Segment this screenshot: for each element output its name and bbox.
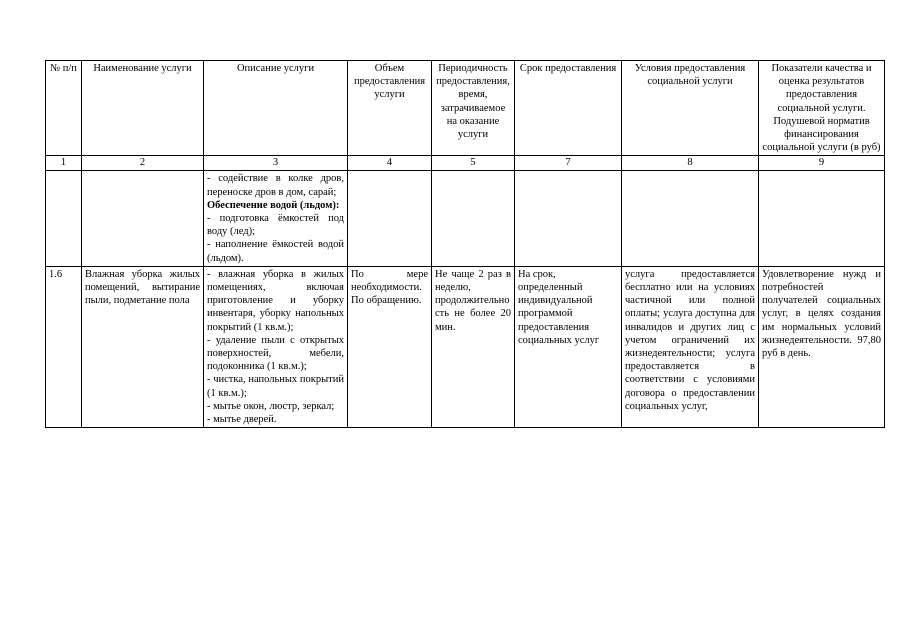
description-item: - влажная уборка в жилых помещениях, включая приготовление и уборку инвентаря, уборку напольных покрытий (1 кв.м.); (207, 268, 344, 333)
header-term: Срок предоставления (515, 61, 622, 156)
column-number: 4 (348, 156, 432, 171)
cell-quality: Удовлетворение нужд и потребностей получателей социальных услуг, в целях создания им нормальных условий жизнедеятельности. 97,80 руб в день. (759, 266, 885, 427)
cell-term: На срок, определенный индивидуальной программой предоставления социальных услуг (515, 266, 622, 427)
social-services-table (45, 60, 885, 428)
description-item: - чистка, напольных покрытий (1 кв.м.); (207, 374, 344, 399)
continuation-row (46, 171, 885, 266)
column-number-row (46, 156, 885, 171)
cell-volume (348, 171, 432, 266)
service-row-1-6 (46, 266, 885, 427)
cell-description (204, 266, 348, 427)
description-item: - мытье окон, люстр, зеркал; (207, 400, 335, 412)
description-subheading: Обеспечение водой (льдом): (207, 199, 340, 211)
header-row (46, 61, 885, 156)
cell-periodicity (432, 171, 515, 266)
description-item: - подготовка ёмкостей под воду (лед); (207, 213, 344, 238)
cell-description (204, 171, 348, 266)
cell-term (515, 171, 622, 266)
header-conditions: Условия предоставления социальной услуги (622, 61, 759, 156)
column-number: 1 (46, 156, 82, 171)
cell-quality (759, 171, 885, 266)
description-item: - мытье дверей. (207, 414, 277, 426)
column-number: 3 (204, 156, 348, 171)
cell-volume: По мере необходимости. По обращению. (348, 266, 432, 427)
cell-name: Влажная уборка жилых помещений, вытирание пыли, подметание пола (82, 266, 204, 427)
description-item: - удаление пыли с открытых поверхностей, мебели, подоконника (1 кв.м.); (207, 334, 344, 373)
cell-conditions (622, 171, 759, 266)
cell-periodicity: Не чаще 2 раз в неделю, продолжительность не более 20 мин. (432, 266, 515, 427)
column-number: 9 (759, 156, 885, 171)
column-number: 2 (82, 156, 204, 171)
header-num: № п/п (46, 61, 82, 156)
header-periodicity: Периодичность предоставления, время, затрачиваемое на оказание услуги (432, 61, 515, 156)
header-name: Наименование услуги (82, 61, 204, 156)
description-item: - содействие в колке дров, переноске дров в дом, сарай; (207, 173, 344, 198)
column-number: 8 (622, 156, 759, 171)
column-number: 5 (432, 156, 515, 171)
cell-name (82, 171, 204, 266)
description-item: - наполнение ёмкостей водой (льдом). (207, 239, 344, 264)
cell-conditions: услуга предоставляется бесплатно или на условиях частичной или полной оплаты; услуга доступна для инвалидов и других лиц с учетом ограничений их жизнедеятельности; услуга предоставляется в соответствии с условиями договора о предоставлении социальных услуг, (622, 266, 759, 427)
header-description: Описание услуги (204, 61, 348, 156)
header-quality: Показатели качества и оценка результатов предоставления социальной услуги. Подушевой норматив финансирования социальной услуги (в руб) (759, 61, 885, 156)
header-volume: Объем предоставления услуги (348, 61, 432, 156)
cell-num: 1.6 (46, 266, 82, 427)
cell-num (46, 171, 82, 266)
column-number: 7 (515, 156, 622, 171)
